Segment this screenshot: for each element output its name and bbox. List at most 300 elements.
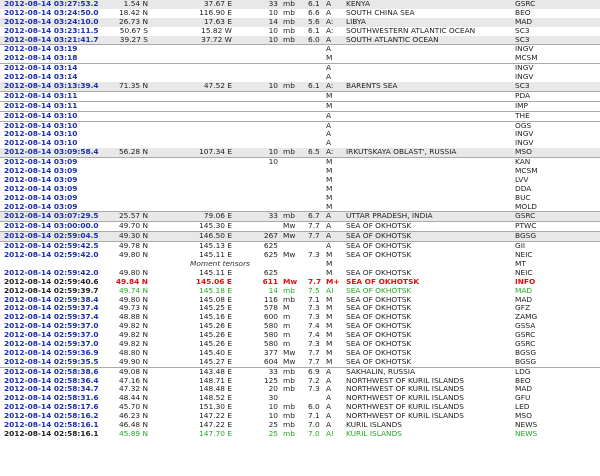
event-region: SEA OF OKHOTSK [346,338,412,348]
event-latitude: 49.80 N [118,250,148,260]
event-datetime-link[interactable]: 2012-08-14 02:59:42.0 [4,250,99,260]
event-longitude: 148.48 E [199,384,232,394]
event-source: ZAMG [515,312,538,322]
event-longitude: 107.34 E [199,147,232,157]
event-row[interactable] [0,211,600,221]
event-quality: A [326,63,332,73]
event-magnitude: 6.7 [308,211,320,221]
event-source: GSRC [515,330,536,340]
event-datetime-link[interactable]: 2012-08-14 02:59:37.0 [4,321,99,331]
event-longitude: 145.18 E [199,285,232,295]
event-row[interactable] [0,157,600,167]
event-region: SOUTH CHINA SEA [346,7,415,17]
event-region: SOUTH ATLANTIC OCEAN [346,34,439,44]
event-quality: M [326,294,333,304]
event-datetime-link[interactable]: 2012-08-14 03:09 [4,174,78,184]
event-source: MAD [515,384,533,394]
event-datetime-link[interactable]: 2012-08-14 02:58:16.2 [4,411,99,421]
event-datetime-link[interactable]: 2012-08-14 02:59:39.7 [4,285,99,295]
event-latitude: 49.90 N [118,356,148,366]
event-quality: M [326,258,333,268]
event-quality: M [326,356,333,366]
event-quality: M [326,250,333,260]
event-row[interactable] [0,176,600,185]
event-quality: A [326,44,332,54]
event-latitude: 56.28 N [118,147,148,157]
event-quality: M [326,201,333,211]
event-datetime-link[interactable]: 2012-08-14 02:59:37.4 [4,303,99,313]
event-depth: 600 [263,312,278,322]
event-longitude: 145.13 E [199,241,232,251]
event-source: MCSM [515,53,538,63]
event-source: INGV [515,63,534,73]
event-source: THE [515,110,530,120]
event-magnitude-type: mb [283,16,295,26]
event-longitude: 145.11 E [199,250,232,260]
event-latitude: 48.80 N [118,347,148,357]
event-longitude: 148.71 E [199,375,232,385]
event-depth: 10 [268,81,278,91]
event-region: LIBYA [346,16,366,26]
event-datetime-link[interactable]: 2012-08-14 03:07:29.5 [4,211,99,221]
event-datetime-link[interactable]: 2012-08-14 03:19 [4,44,78,54]
event-datetime-link[interactable]: 2012-08-14 02:59:36.9 [4,347,99,357]
event-magnitude: 6.6 [308,7,320,17]
event-source: MCSM [515,166,538,176]
event-region: SEA OF OKHOTSK [346,330,412,340]
event-region: KURIL ISLANDS [346,428,402,438]
event-row[interactable] [0,44,600,54]
event-latitude: 47.16 N [118,375,148,385]
event-depth: 33 [268,366,278,376]
event-quality: A [326,366,332,376]
event-quality: A! [326,428,335,438]
event-magnitude-type: m [283,312,291,322]
event-magnitude: 7.0 [308,428,320,438]
event-longitude: 37.67 E [203,0,232,8]
event-quality: A [326,34,332,44]
event-longitude: 147.22 E [199,419,232,429]
event-source: BGSG [515,356,537,366]
event-depth: 580 [263,338,278,348]
event-datetime-link[interactable]: 2012-08-14 02:58:34.7 [4,384,99,394]
event-source: INFO [515,276,536,286]
event-longitude: 145.26 E [199,338,232,348]
event-quality: A [326,138,332,148]
event-depth: 10 [268,34,278,44]
event-latitude: 26.73 N [118,16,148,26]
event-depth: 20 [268,384,278,394]
event-longitude: 148.52 E [199,393,232,403]
event-row[interactable] [0,358,600,367]
event-row[interactable] [0,167,600,176]
event-magnitude: 7.3 [308,384,320,394]
event-datetime-link[interactable]: 2012-08-14 03:24:10.0 [4,16,99,26]
event-magnitude-type: mb [283,419,295,429]
event-depth: 625 [263,241,278,251]
event-magnitude-type: mb [283,366,295,376]
event-magnitude-type: mb [283,384,295,394]
event-quality: A: [326,81,334,91]
event-row[interactable] [0,203,600,212]
event-row[interactable] [0,231,600,241]
event-region: SEA OF OKHOTSK [346,231,412,241]
event-depth: 30 [268,393,278,403]
event-depth: 125 [263,375,278,385]
event-row[interactable] [0,130,600,139]
event-source: SC3 [515,25,530,35]
event-latitude: 49.84 N [115,276,148,286]
event-source: KAN [515,157,531,167]
event-datetime-link[interactable]: 2012-08-14 03:13:39.4 [4,81,99,91]
event-row[interactable] [0,148,600,157]
event-magnitude-type: mb [283,402,295,412]
event-source: BUC [515,192,531,202]
event-row[interactable] [0,101,600,111]
event-magnitude-type: Mw [283,221,296,231]
event-source: LVV [515,174,529,184]
event-longitude: 145.25 E [199,303,232,313]
event-region: SEA OF OKHOTSK [346,347,412,357]
event-latitude: 45.89 N [118,428,148,438]
event-depth: 625 [263,250,278,260]
event-longitude: 145.08 E [199,294,232,304]
event-datetime-link[interactable]: 2012-08-14 03:24:50.0 [4,7,99,17]
event-longitude: 116.90 E [199,7,232,17]
event-latitude: 39.27 S [119,34,148,44]
event-datetime-link[interactable]: 2012-08-14 02:59:37.0 [4,338,99,348]
event-latitude: 48.88 N [118,312,148,322]
event-row[interactable] [0,194,600,203]
event-source: MT [515,258,526,268]
event-magnitude-type: mb [283,147,295,157]
event-source: MAD [515,16,533,26]
event-magnitude: 6.1 [308,0,320,8]
event-source: NEWS [515,419,538,429]
event-region: NORTHWEST OF KURIL ISLANDS [346,411,464,421]
event-latitude: 49.82 N [118,321,148,331]
event-quality: A [326,411,332,421]
event-quality: M [326,338,333,348]
event-datetime-link[interactable]: 2012-08-14 03:10 [4,138,78,148]
event-datetime-link[interactable]: 2012-08-14 02:59:35.5 [4,356,99,366]
event-magnitude-type: Mw [283,347,296,357]
event-datetime-link[interactable]: 2012-08-14 02:59:42.0 [4,267,99,277]
event-quality: A [326,393,332,403]
event-datetime-link[interactable]: 2012-08-14 02:59:42.5 [4,241,99,251]
event-source: GSSA [515,321,536,331]
event-longitude: 17.63 E [203,16,232,26]
event-depth: 578 [263,303,278,313]
event-quality: M [326,321,333,331]
event-magnitude: 6.1 [308,25,320,35]
event-quality: M [326,303,333,313]
event-row[interactable] [0,54,600,63]
event-depth: 611 [262,276,278,286]
event-depth: 377 [263,347,278,357]
event-region: UTTAR PRADESH, INDIA [346,211,433,221]
event-datetime-link[interactable]: 2012-08-14 03:14 [4,63,78,73]
event-quality: A [326,384,332,394]
event-source: GSRC [515,211,536,221]
event-source: SC3 [515,34,530,44]
event-latitude: 49.30 N [118,231,148,241]
event-longitude: 47.52 E [203,81,232,91]
event-datetime-link[interactable]: 2012-08-14 03:10 [4,129,78,139]
event-quality: A [326,241,332,251]
event-latitude: 46.23 N [118,411,148,421]
event-magnitude: 7.3 [308,312,320,322]
event-magnitude: 6.0 [308,402,320,412]
event-datetime-link[interactable]: 2012-08-14 02:58:16.1 [4,419,99,429]
event-datetime-link[interactable]: 2012-08-14 02:59:37.0 [4,330,99,340]
event-datetime-link[interactable]: 2012-08-14 03:09:58.4 [4,147,99,157]
event-datetime-link[interactable]: 2012-08-14 03:21:41.7 [4,34,99,44]
event-source: NEWS [515,428,538,438]
event-depth: 580 [263,321,278,331]
event-latitude: 18.42 N [118,7,148,17]
event-source: GII [515,241,526,251]
event-magnitude-type: Mw [283,231,296,241]
event-datetime-link[interactable]: 2012-08-14 03:00:00.0 [4,221,99,231]
event-magnitude-type: mb [283,285,295,295]
event-magnitude-type: mb [283,81,295,91]
event-longitude: 79.06 E [203,211,232,221]
event-quality: A [326,419,332,429]
event-depth: 116 [263,294,278,304]
event-source: BGSG [515,231,537,241]
event-datetime-link[interactable]: 2012-08-14 02:58:38.6 [4,366,99,376]
event-region: BARENTS SEA [346,81,398,91]
event-depth: 604 [263,356,278,366]
event-source: PTWC [515,221,537,231]
event-longitude: 147.22 E [199,411,232,421]
event-region: NORTHWEST OF KURIL ISLANDS [346,402,464,412]
event-datetime-link[interactable]: 2012-08-14 02:58:36.4 [4,375,99,385]
event-depth: 14 [268,285,278,295]
event-row[interactable] [0,91,600,101]
event-datetime-link[interactable]: 2012-08-14 02:59:04.5 [4,231,99,241]
event-quality: A [326,231,332,241]
event-datetime-link[interactable]: 2012-08-14 03:14 [4,72,78,82]
event-source: GFZ [515,303,531,313]
event-magnitude-type: mb [283,0,295,8]
event-row[interactable] [0,251,600,260]
event-region: SEA OF OKHOTSK [346,241,412,251]
event-datetime-link[interactable]: 2012-08-14 03:09 [4,157,78,167]
event-magnitude-type: Mw [283,250,296,260]
event-row[interactable] [0,36,600,45]
event-latitude: 49.78 N [118,241,148,251]
event-row[interactable] [0,82,600,91]
event-quality: A: [326,25,334,35]
event-quality: A [326,402,332,412]
event-latitude: 45.70 N [118,402,148,412]
event-latitude: 50.67 S [119,25,148,35]
event-latitude: 49.80 N [118,294,148,304]
event-region: SEA OF OKHOTSK [346,303,412,313]
event-region: SEA OF OKHOTSK [346,294,412,304]
event-datetime-link[interactable]: 2012-08-14 02:59:40.6 [4,276,99,286]
event-longitude: 145.11 E [199,267,232,277]
event-magnitude: 6.1 [308,81,320,91]
event-depth: 10 [268,147,278,157]
event-depth: 625 [263,267,278,277]
event-magnitude: 6.5 [308,147,320,157]
event-latitude: 49.70 N [118,221,148,231]
event-depth: 10 [268,25,278,35]
event-source: INGV [515,129,534,139]
event-magnitude-type: mb [283,375,295,385]
event-magnitude: 6.0 [308,34,320,44]
event-source: MOLD [515,201,538,211]
event-datetime-link[interactable]: 2012-08-14 02:58:31.6 [4,393,99,403]
event-source: NEIC [515,267,533,277]
event-longitude: 145.27 E [199,356,232,366]
event-magnitude-type: mb [283,34,295,44]
event-source: LED [515,402,530,412]
event-quality: A [326,7,332,17]
event-depth: 267 [263,231,278,241]
event-datetime-link[interactable]: 2012-08-14 03:09 [4,166,78,176]
event-quality: M [326,267,333,277]
event-longitude: 146.50 E [199,231,232,241]
event-magnitude-type: mb [283,411,295,421]
event-latitude: 1.54 N [123,0,148,8]
event-depth: 10 [268,157,278,167]
event-row[interactable] [0,185,600,194]
event-source: INGV [515,72,534,82]
event-magnitude: 7.3 [308,250,320,260]
event-region: SEA OF OKHOTSK [346,312,412,322]
event-row[interactable] [0,221,600,231]
event-latitude: 46.48 N [118,419,148,429]
event-source: NEIC [515,250,533,260]
event-region: KENYA [346,0,371,8]
event-magnitude-type: mb [283,211,295,221]
event-longitude: 145.06 E [195,276,232,286]
event-quality: A [326,110,332,120]
event-longitude: 37.72 W [201,34,232,44]
event-quality: M [326,183,333,193]
event-region: KURIL ISLANDS [346,419,402,429]
event-depth: 10 [268,7,278,17]
event-datetime-link[interactable]: 2012-08-14 03:09 [4,201,78,211]
event-magnitude-type: mb [283,428,295,438]
event-latitude: 48.44 N [118,393,148,403]
event-longitude: 147.70 E [199,428,232,438]
event-depth: 10 [268,411,278,421]
event-quality: A [326,221,332,231]
event-datetime-link[interactable]: 2012-08-14 03:09 [4,192,78,202]
event-datetime-link[interactable]: 2012-08-14 02:58:17.6 [4,402,99,412]
event-magnitude: 7.1 [308,411,320,421]
event-magnitude-type: m [283,338,291,348]
event-datetime-link[interactable]: 2012-08-14 03:18 [4,53,78,63]
event-magnitude: 7.5 [308,285,320,295]
event-quality: M [326,100,333,110]
event-region: SEA OF OKHOTSK [346,285,412,295]
event-magnitude-type: m [283,330,291,340]
event-source: BEO [515,7,531,17]
event-quality: A [326,375,332,385]
event-source: DDA [515,183,532,193]
event-region: SAKHALIN, RUSSIA [346,366,416,376]
event-magnitude-type: Mw [283,276,298,286]
event-datetime-link[interactable]: 2012-08-14 03:23:11.5 [4,25,99,35]
event-source: INGV [515,44,534,54]
event-quality: M [326,192,333,202]
event-source: LDG [515,366,531,376]
event-longitude: 145.16 E [199,312,232,322]
event-row[interactable] [0,121,600,131]
event-datetime-link[interactable]: 2012-08-14 03:09 [4,183,78,193]
event-magnitude: 7.7 [308,231,320,241]
moment-tensors-note[interactable]: Moment tensors [190,258,250,268]
event-latitude: 47.32 N [118,384,148,394]
event-quality: A: [326,147,334,157]
event-depth: 33 [268,0,278,8]
event-datetime-link[interactable]: 2012-08-14 03:11 [4,90,78,100]
event-datetime-link[interactable]: 2012-08-14 02:58:16.1 [4,428,99,438]
event-row[interactable] [0,430,600,439]
event-magnitude: 7.3 [308,338,320,348]
event-longitude: 145.26 E [199,330,232,340]
event-quality: M [326,90,333,100]
event-magnitude: 7.7 [308,347,320,357]
event-datetime-link[interactable]: 2012-08-14 03:10 [4,120,78,130]
event-latitude: 25.57 N [118,211,148,221]
event-longitude: 143.48 E [199,366,232,376]
event-datetime-link[interactable]: 2012-08-14 02:59:37.4 [4,312,99,322]
event-region: SEA OF OKHOTSK [346,221,412,231]
event-quality: M [326,330,333,340]
event-latitude: 49.80 N [118,267,148,277]
event-datetime-link[interactable]: 2012-08-14 02:59:38.4 [4,294,99,304]
event-region: SEA OF OKHOTSK [346,321,412,331]
event-quality: M [326,53,333,63]
event-datetime-link[interactable]: 2012-08-14 03:27:53.2 [4,0,99,8]
event-magnitude: 6.9 [308,366,320,376]
event-magnitude-type: Mw [283,356,296,366]
event-region: SEA OF OKHOTSK [346,250,412,260]
event-source: BGSG [515,347,537,357]
event-magnitude: 7.2 [308,375,320,385]
event-magnitude-type: mb [283,25,295,35]
event-region: IRKUTSKAYA OBLAST', RUSSIA [346,147,457,157]
event-quality: M [326,166,333,176]
event-magnitude: 5.6 [308,16,320,26]
event-region: SEA OF OKHOTSK [346,267,412,277]
event-depth: 10 [268,402,278,412]
event-datetime-link[interactable]: 2012-08-14 03:10 [4,110,78,120]
event-source: MAD [515,285,533,295]
event-row[interactable] [0,63,600,73]
event-magnitude: 7.4 [308,321,320,331]
event-quality: M [326,347,333,357]
event-region: SEA OF OKHOTSK [346,276,420,286]
event-quality: A: [326,16,334,26]
event-quality: A [326,72,332,82]
event-source: OGS [515,120,532,130]
event-quality: A [326,120,332,130]
event-datetime-link[interactable]: 2012-08-14 03:11 [4,100,78,110]
event-quality: M+ [326,276,340,286]
event-region: NORTHWEST OF KURIL ISLANDS [346,393,464,403]
event-source: IMP [515,100,529,110]
event-row[interactable] [0,111,600,121]
event-latitude: 49.82 N [118,338,148,348]
